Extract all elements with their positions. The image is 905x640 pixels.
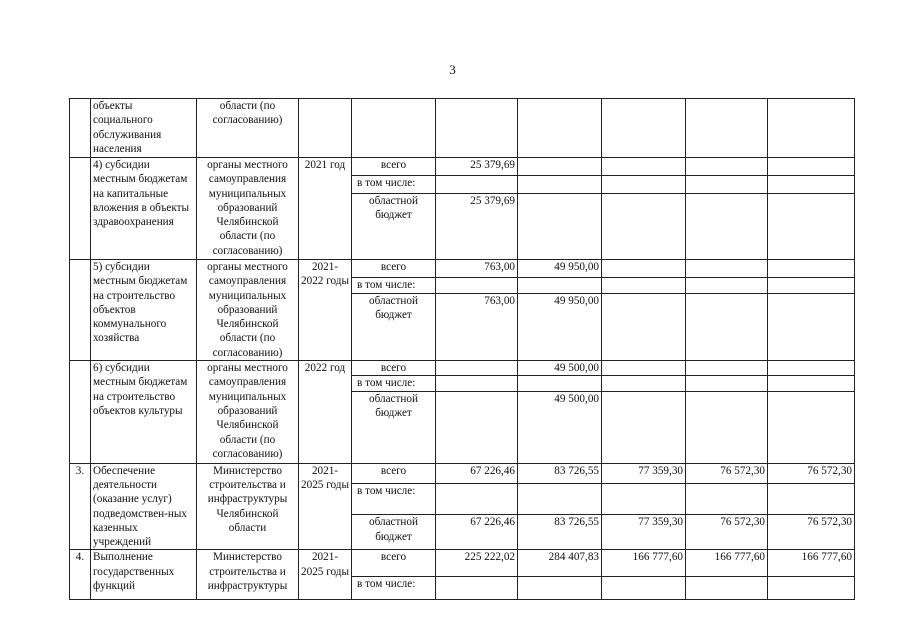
measure-name-cell: Выполнение государственных функций	[91, 550, 197, 600]
amount-cell-2021	[436, 577, 518, 600]
amount-cell-2023	[602, 278, 686, 293]
amount-cell-2023	[602, 99, 686, 158]
amount-cell-2023	[602, 361, 686, 376]
amount-cell-2024	[686, 484, 768, 515]
source-regional-label: областной бюджет	[352, 194, 436, 260]
executor-cell: органы местного самоуправления муниципальных образований Челябинской области (по согласованию)	[197, 158, 299, 260]
period-cell	[299, 99, 352, 158]
amount-cell-2024	[686, 99, 768, 158]
amount-cell-2021	[436, 99, 518, 158]
amount-cell-2023	[602, 158, 686, 176]
amount-cell-2022	[518, 484, 602, 515]
amount-cell-2024	[686, 361, 768, 376]
amount-cell-2023	[602, 176, 686, 194]
amount-cell-2025	[768, 293, 855, 361]
amount-cell-2022	[518, 158, 602, 176]
amount-cell-2025	[768, 158, 855, 176]
amount-cell-2022	[518, 176, 602, 194]
period-cell: 2021-2022 годы	[299, 260, 352, 361]
amount-cell-2022	[518, 376, 602, 391]
source-total-label: всего	[352, 463, 436, 484]
amount-cell-2021	[436, 278, 518, 293]
amount-cell-2023	[602, 484, 686, 515]
amount-cell-2023	[602, 194, 686, 260]
amount-cell-2022	[518, 577, 602, 600]
amount-cell-2021	[436, 176, 518, 194]
amount-cell-2025: 76 572,30	[768, 515, 855, 550]
source-total-label: всего	[352, 260, 436, 278]
row-number-cell	[70, 158, 91, 260]
row-number-cell: 4.	[70, 550, 91, 600]
period-cell: 2021-2025 годы	[299, 550, 352, 600]
amount-cell-2021	[436, 361, 518, 376]
amount-cell-2022: 83 726,55	[518, 463, 602, 484]
amount-cell-2022: 49 950,00	[518, 260, 602, 278]
amount-cell-2021	[436, 391, 518, 463]
measure-name-cell: объекты социального обслуживания населения	[91, 99, 197, 158]
amount-cell-2025: 166 777,60	[768, 550, 855, 577]
amount-cell-2024: 76 572,30	[686, 463, 768, 484]
amount-cell-2024	[686, 376, 768, 391]
amount-cell-2022	[518, 278, 602, 293]
amount-cell-2023	[602, 391, 686, 463]
amount-cell-2024: 166 777,60	[686, 550, 768, 577]
source-incl-label: в том числе:	[352, 484, 436, 515]
source-regional-label: областной бюджет	[352, 515, 436, 550]
amount-cell-2025	[768, 484, 855, 515]
amount-cell-2022: 49 500,00	[518, 391, 602, 463]
measure-name-cell: 4) субсидии местным бюджетам на капитальные вложения в объекты здравоохранения	[91, 158, 197, 260]
source-incl-label: в том числе:	[352, 278, 436, 293]
table-row	[70, 158, 855, 176]
amount-cell-2023	[602, 293, 686, 361]
amount-cell-2024: 76 572,30	[686, 515, 768, 550]
amount-cell-2021: 67 226,46	[436, 463, 518, 484]
table-row	[70, 260, 855, 278]
amount-cell-2023	[602, 376, 686, 391]
period-cell: 2021-2025 годы	[299, 463, 352, 550]
amount-cell-2024	[686, 293, 768, 361]
amount-cell-2024	[686, 260, 768, 278]
amount-cell-2023: 166 777,60	[602, 550, 686, 577]
amount-cell-2025	[768, 176, 855, 194]
source-total-label: всего	[352, 158, 436, 176]
executor-cell: Министерство строительства и инфраструктуры	[197, 550, 299, 600]
source-incl-label: в том числе:	[352, 376, 436, 391]
amount-cell-2023: 77 359,30	[602, 515, 686, 550]
amount-cell-2025	[768, 260, 855, 278]
amount-cell-2022: 83 726,55	[518, 515, 602, 550]
amount-cell-2021: 763,00	[436, 293, 518, 361]
measure-name-cell: 5) субсидии местным бюджетам на строительство объектов коммунального хозяйства	[91, 260, 197, 361]
amount-cell-2025	[768, 391, 855, 463]
amount-cell-2023	[602, 577, 686, 600]
row-number-cell	[70, 361, 91, 464]
executor-cell: органы местного самоуправления муниципальных образований Челябинской области (по согласованию)	[197, 361, 299, 464]
source-incl-label: в том числе:	[352, 176, 436, 194]
amount-cell-2025	[768, 99, 855, 158]
executor-cell: органы местного самоуправления муниципальных образований Челябинской области (по согласованию)	[197, 260, 299, 361]
amount-cell-2024	[686, 577, 768, 600]
page-number: 3	[449, 62, 456, 77]
amount-cell-2024	[686, 158, 768, 176]
amount-cell-2022: 284 407,83	[518, 550, 602, 577]
measure-name-cell: Обеспечение деятельности (оказание услуг) подведомствен-ных казенных учреждений	[91, 463, 197, 550]
table-row	[70, 99, 855, 158]
amount-cell-2024	[686, 278, 768, 293]
row-number-cell	[70, 260, 91, 361]
amount-cell-2021	[436, 376, 518, 391]
amount-cell-2021	[436, 484, 518, 515]
amount-cell-2025	[768, 278, 855, 293]
amount-cell-2022	[518, 194, 602, 260]
amount-cell-2022: 49 950,00	[518, 293, 602, 361]
row-number-cell	[70, 99, 91, 158]
amount-cell-2024	[686, 176, 768, 194]
budget-table	[69, 98, 855, 600]
source-total-label: всего	[352, 361, 436, 376]
row-number-cell: 3.	[70, 463, 91, 550]
executor-cell: Министерство строительства и инфраструктуры Челябинской области	[197, 463, 299, 550]
amount-cell-2025	[768, 361, 855, 376]
source-incl-label: в том числе:	[352, 577, 436, 600]
table-row	[70, 550, 855, 577]
amount-cell-2021: 763,00	[436, 260, 518, 278]
amount-cell-2021: 25 379,69	[436, 158, 518, 176]
source-cell	[352, 99, 436, 158]
table-row	[70, 463, 855, 484]
amount-cell-2024	[686, 391, 768, 463]
amount-cell-2022	[518, 99, 602, 158]
table-row	[70, 361, 855, 376]
amount-cell-2025	[768, 376, 855, 391]
executor-cell: области (по согласованию)	[197, 99, 299, 158]
amount-cell-2022: 49 500,00	[518, 361, 602, 376]
amount-cell-2024	[686, 194, 768, 260]
amount-cell-2025	[768, 194, 855, 260]
source-total-label: всего	[352, 550, 436, 577]
period-cell: 2021 год	[299, 158, 352, 260]
amount-cell-2025: 76 572,30	[768, 463, 855, 484]
amount-cell-2023: 77 359,30	[602, 463, 686, 484]
amount-cell-2023	[602, 260, 686, 278]
amount-cell-2025	[768, 577, 855, 600]
amount-cell-2021: 225 222,02	[436, 550, 518, 577]
amount-cell-2021: 67 226,46	[436, 515, 518, 550]
source-regional-label: областной бюджет	[352, 391, 436, 463]
amount-cell-2021: 25 379,69	[436, 194, 518, 260]
measure-name-cell: 6) субсидии местным бюджетам на строительство объектов культуры	[91, 361, 197, 464]
source-regional-label: областной бюджет	[352, 293, 436, 361]
period-cell: 2022 год	[299, 361, 352, 464]
